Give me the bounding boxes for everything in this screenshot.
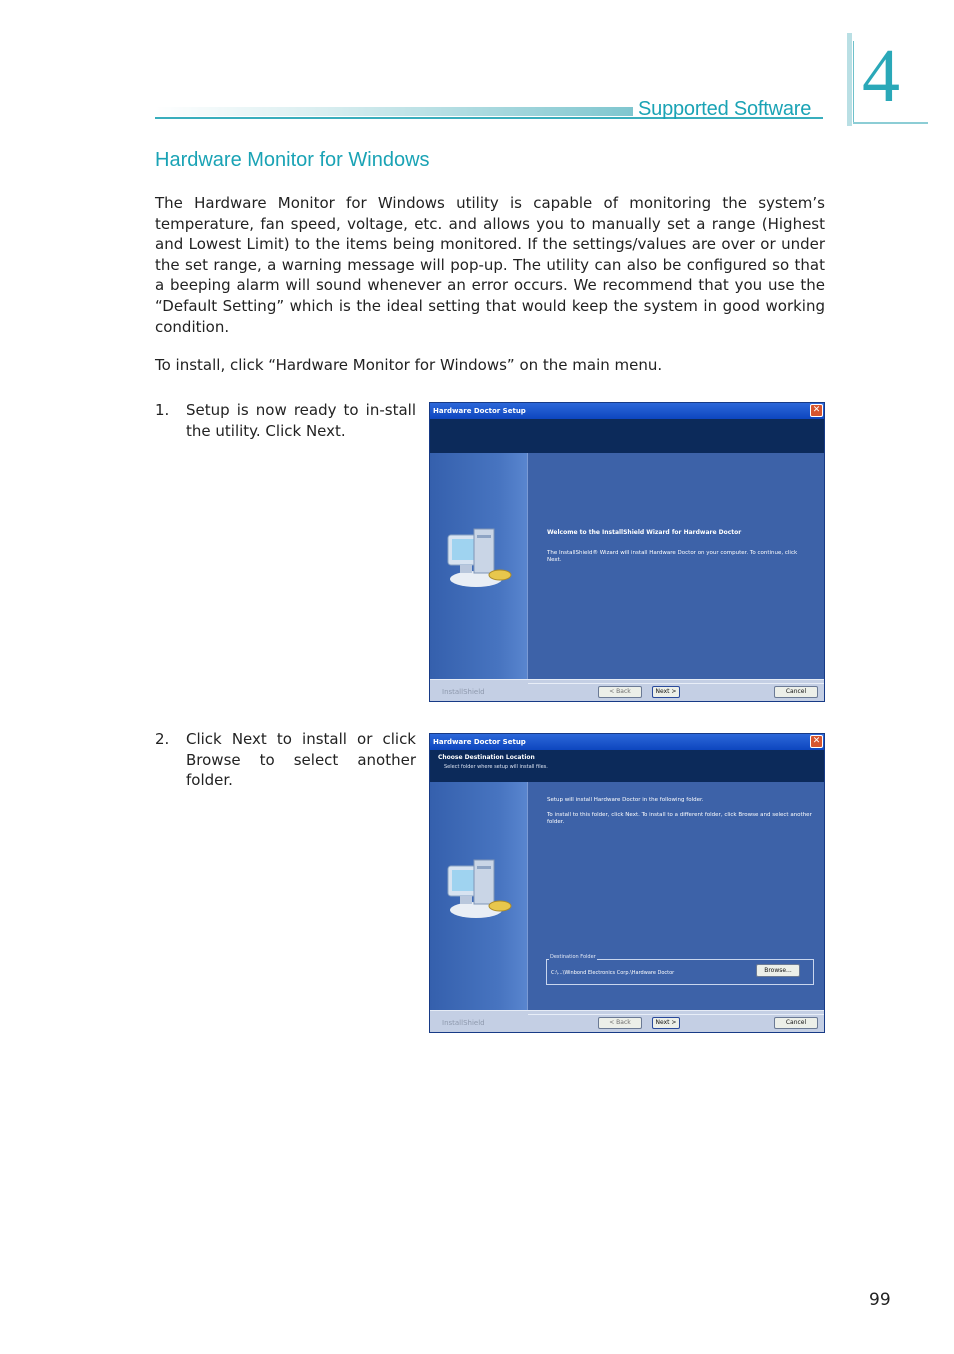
header-gradient-bar: [155, 107, 633, 116]
browse-button[interactable]: Browse...: [756, 964, 800, 977]
destination-folder-label: Destination Folder: [550, 954, 596, 960]
installshield-brand: InstallShield: [442, 688, 485, 696]
next-button[interactable]: Next >: [652, 686, 680, 698]
dialog-banner: [430, 419, 824, 453]
setup-dialog-welcome: [429, 402, 825, 702]
chapter-number: 4: [862, 34, 900, 118]
welcome-body: The InstallShield® Wizard will install Hardware Doctor on your computer. To continue, click Next.: [547, 549, 798, 563]
welcome-heading: Welcome to the InstallShield Wizard for Hardware Doctor: [547, 529, 742, 536]
section-header: Supported Software: [638, 98, 812, 120]
close-icon[interactable]: ✕: [810, 735, 823, 748]
dialog-titlebar: Hardware Doctor Setup: [430, 403, 824, 419]
banner-title: Choose Destination Location: [438, 754, 535, 761]
dialog-banner: [430, 750, 824, 782]
back-button[interactable]: < Back: [598, 1017, 642, 1029]
step-text: Setup is now ready to in-stall the utility. Click Next.: [186, 401, 416, 440]
computer-icon: [444, 521, 516, 593]
dest-info-line2: To install to this folder, click Next. To install to a different folder, click Browse and select another folder.: [547, 811, 812, 825]
dialog-footer: [430, 679, 824, 702]
step-text: Click Next to install or click Browse to select another folder.: [186, 730, 416, 790]
step-number: 1.: [155, 401, 170, 419]
banner-subtitle: Select folder where setup will install files.: [444, 764, 548, 770]
setup-dialog-destination: [429, 733, 825, 1033]
step-number: 2.: [155, 730, 170, 748]
page-title: Hardware Monitor for Windows: [155, 149, 430, 171]
back-button[interactable]: < Back: [598, 686, 642, 698]
dialog-footer: [430, 1010, 824, 1033]
next-button[interactable]: Next >: [652, 1017, 680, 1029]
cancel-button[interactable]: Cancel: [774, 1017, 818, 1029]
page-number: 99: [869, 1290, 891, 1310]
dest-info-line1: Setup will install Hardware Doctor in the following folder.: [547, 797, 704, 803]
intro-paragraph: The Hardware Monitor for Windows utility is capable of monitoring the system’s temperature, fan speed, voltage, etc. and allows you to manually set a range (Highest and Lowest Limit) to the items being monitored. If the settings/values are over or under the set range, a warning message will pop-up. The utility can also be configured so that a beeping alarm will sound whenever an error occurs. We recommend that you use the “Default Setting” which is the ideal setting that would keep the system in good working condition.: [155, 194, 825, 336]
close-icon[interactable]: ✕: [810, 404, 823, 417]
install-paragraph: To install, click “Hardware Monitor for Windows” on the main menu.: [155, 356, 663, 374]
installshield-brand: InstallShield: [442, 1019, 485, 1027]
destination-path: C:\...\Winbond Electronics Corp.\Hardware Doctor: [551, 970, 675, 976]
cancel-button[interactable]: Cancel: [774, 686, 818, 698]
dialog-titlebar: Hardware Doctor Setup: [430, 734, 824, 750]
computer-icon: [444, 852, 516, 924]
